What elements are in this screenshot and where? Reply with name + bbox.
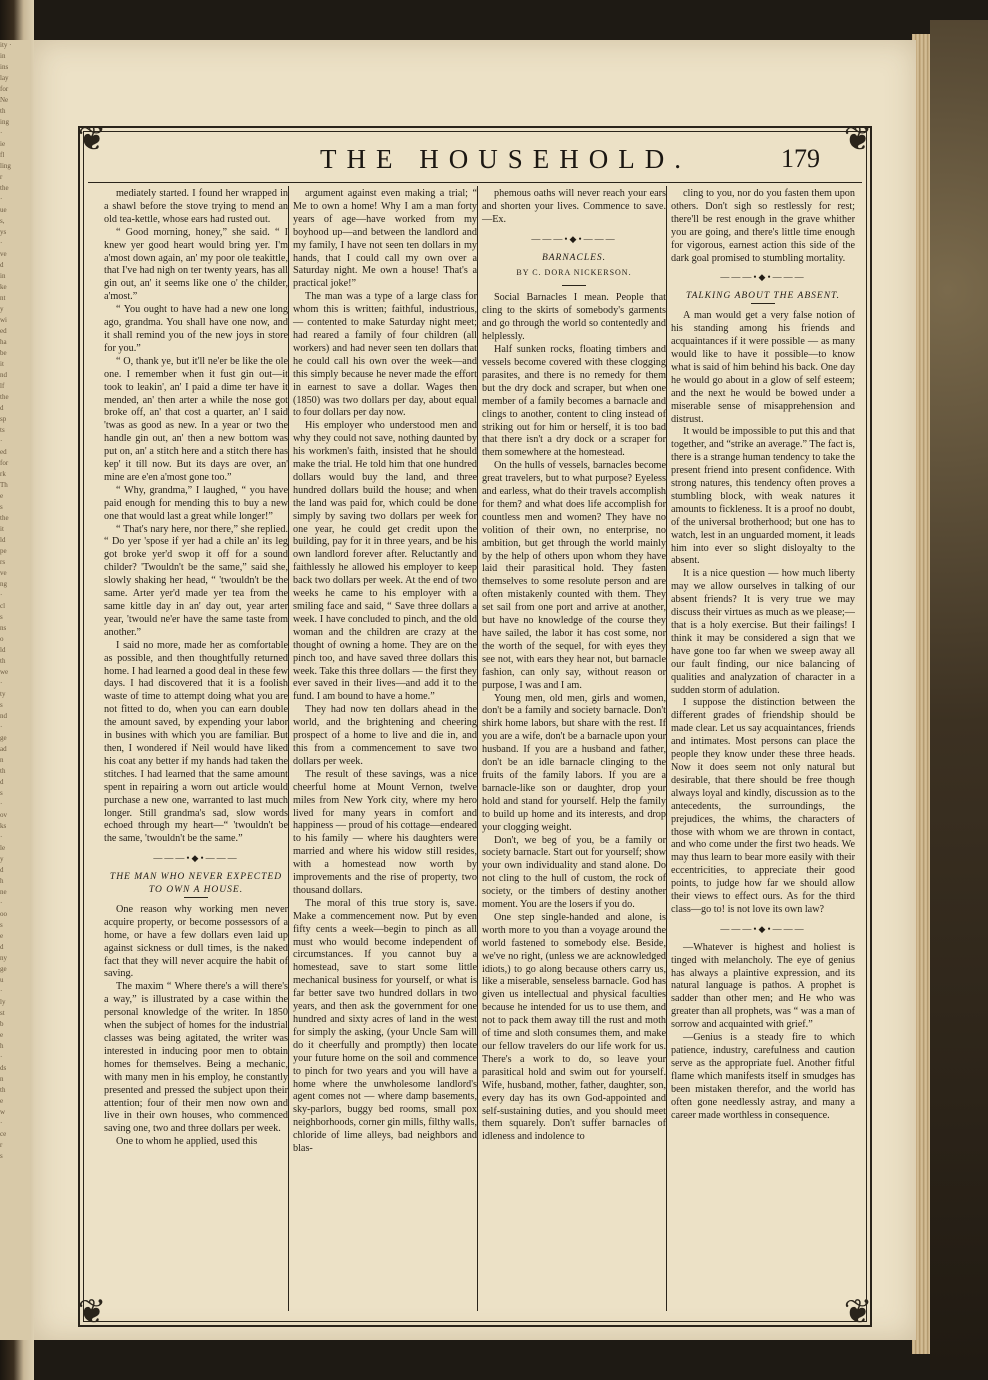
facing-page-fragment: ling — [0, 162, 11, 170]
facing-page-fragment: it — [0, 360, 4, 368]
facing-page-fragment: ts — [0, 426, 5, 434]
facing-page-fragment: · — [0, 679, 3, 687]
facing-page-fragment: ng — [0, 580, 7, 588]
facing-page-fragment: d — [0, 778, 4, 786]
facing-page-edge — [0, 40, 30, 1340]
facing-page-fragment: s — [0, 789, 3, 797]
facing-page-fragment: · — [0, 800, 3, 808]
facing-page-fragment: ing — [0, 118, 9, 126]
paragraph: It would be impossible to put this and that together, and “strike an average.” The fact is, there is a strange human tendency to take the present friend into present confidence. With strong natures, this tendency often proves a stumbling block, with weak natures it amounts to fickleness. It is a proof no doubt, of the universal brotherhood; but one has to watch, lest in an unguarded moment, it leads him into ever so slight disloyalty to the absent. — [671, 426, 855, 567]
facing-page-fragment: nd — [0, 371, 7, 379]
facing-page-fragment: r — [0, 1141, 3, 1149]
paragraph: They had now ten dollars ahead in the world, and the brightening and cheering prospect of a home to live and die in, and this from a commencement to save two dollars per week. — [293, 704, 477, 767]
paragraph: I suppose the distinction between the different grades of friendship should be made clear. Let us say acquaintances, friends and intimates. Most persons can place the people they know under these three heads. Now it does seem not only natural but desirable, that there should be free though always loyal and kindly, discussion as to the antecedents, the surroundings, the prejudices, the whims, the characters of those with whom we are thrown in contact, and who come under the first two heads. We may thus learn to bear more easily with their eccentricities, to appreciate their good points, to judge how far we should allow their views to effect ours. As for the third class—go to! is not love its own law? — [671, 697, 855, 915]
facing-page-fragment: ed — [0, 448, 7, 456]
facing-page-fragment: rk — [0, 470, 6, 478]
facing-page-fragment: st — [0, 1009, 5, 1017]
paragraph: argument against even making a trial; “ Me to own a home! Why I am a man forty years of age—have worked from my boyhood up—and between the landlord and my family, I have not seen ten dollars in my hands, that I could call my own over a Saturday night. Me own a house! That's a practical joke!” — [293, 188, 477, 290]
paragraph: “ Good morning, honey,” she said. “ I knew yer good heart would bring yer. I'm a'most down again, an' my poor ole teakittle, that I've had nigh on ter twenty years, has all gin out, an' it seems like one o' the childer, a'most.” — [104, 226, 288, 303]
facing-page-fragment: for — [0, 85, 9, 93]
facing-page-fragment: rs — [0, 558, 6, 566]
facing-page-fragment: b — [0, 1020, 4, 1028]
facing-page-fragment: Th — [0, 481, 8, 489]
facing-page-fragment: the — [0, 184, 9, 192]
facing-page-fragment: wi — [0, 316, 7, 324]
paragraph: The moral of this true story is, save. Make a commencement now. Put by even fifty cents a week—begin to pinch as all must who would become independent of circumstances. If you cannot buy a homestead, save to start some little mechanical business for yourself, or what is far better save two hundred dollars in two years, and then ask the government for one hundred and sixty acres of land in the west for simply the asking, (your Uncle Sam will do it cheerfully and promptly) then locate your future home on the soil and commence to pinch for two years and you will have a home where the unwholesome landlord's agent comes not — where damp basements, sky-parlors, buggy bed rooms, small pox neighborhoods, corner gin mills, filthy walls, chloride of lime alleys, bad neighbors and blas- — [293, 897, 477, 1155]
facing-page-fragment: h — [0, 1042, 4, 1050]
paragraph: —Genius is a steady fire to which patience, industry, carefulness and caution serve as the appropriate fuel. Another fitful flame which manifests itself in smudges has been mistaken therefor, and the world has often gone needlessly astray, and many a career made worthless in consequence. — [671, 1032, 855, 1121]
facing-page-fragment: nd — [0, 712, 7, 720]
facing-page-fragment: ld — [0, 646, 6, 654]
facing-page-fragment: ve — [0, 250, 7, 258]
paragraph: —Whatever is highest and holiest is tinged with melancholy. The eye of genius has always a plaintive expression, and its natural language is pathos. A prophet is sadder than other men; and He who was greater than all prophets, was “ was a man of sorrow and acquainted with grief.” — [671, 941, 855, 1031]
facing-page-fragment: le — [0, 844, 6, 852]
facing-page-fragment: · — [0, 239, 3, 247]
facing-page-fragment: in — [0, 52, 6, 60]
paragraph: phemous oaths will never reach your ears and shorten your lives. Commence to save.—Ex. — [482, 188, 666, 225]
facing-page-fragment: e — [0, 1097, 4, 1105]
facing-page-fragment: s — [0, 613, 3, 621]
facing-page-fragment: ns — [0, 624, 7, 632]
facing-page-fragment: oo — [0, 910, 7, 918]
facing-page-fragment: · — [0, 195, 3, 203]
facing-page-fragment: ds — [0, 1064, 7, 1072]
paragraph: It is a nice question — how much liberty may we allow ourselves in talking of our absent friends? It is very true we may discuss their virtues as much as we please;—that is a holy exercise. But their failings! I think it may be considered a sign that we have gone too far when we sweep away all our fault finding, our nice balancing of qualities and analyzation of character in a sudden storm of adulation. — [671, 568, 855, 696]
facing-page-fragment: ld — [0, 536, 6, 544]
facing-page-fragment: ins — [0, 63, 9, 71]
paragraph: Young men, old men, girls and women, don't be a family and society barnacle. Don't shirk home labors, but share with the rest. If you are a wife, don't be a barnacle upon your husband. If you are a husband and father, don't be an idle barnacle clinging to the fruits of the family labors. If you are a barnacle-like son or daughter, drop your hold and stand for yourself. Help the family to build up home and its interests, and drop your clogging weight. — [482, 692, 666, 833]
facing-page-fragment: ge — [0, 734, 7, 742]
corner-ornament-icon: ❦ — [843, 121, 873, 158]
newspaper-page — [34, 40, 916, 1340]
facing-page-fragment: w — [0, 1108, 6, 1116]
facing-page-fragment: sp — [0, 415, 7, 423]
column-divider — [666, 186, 667, 1311]
paragraph: I said no more, made her as comfortable as possible, and then thoughtfully returned home. I had learned a good deal in these few days. I had discovered that it is a foolish waste of time to attempt doing what you are not fitted to do, when you can earn double the amount saved, by expending your labor in busines with which you are familiar. But then, I wondered if Neil would have liked his coat any better if my hands had taken the stitches. I had learned that the same amount spent in repairing a worn out article would purchase a new one, warranted to last much longer. Still grandma's sad, slow words echoed through my heart—“ 'twouldn't be the same, 'twouldn't be the same.” — [104, 639, 288, 845]
book-cover — [930, 20, 988, 1370]
facing-page-fragment: d — [0, 866, 4, 874]
facing-page-fragment: in — [0, 272, 6, 280]
facing-page-fragment: d — [0, 943, 4, 951]
section-ornament: ———•◆•——— — [720, 272, 806, 283]
facing-page-fragment: · — [0, 1053, 3, 1061]
facing-page-fragment: · — [0, 899, 3, 907]
facing-page-fragment: · — [0, 833, 3, 841]
paragraph: A man would get a very false notion of his standing among his friends and acquaintances if it were possible — as many would like to have it possible—to know what is said of him behind his back. One day he would go about in a glow of self esteem; and the next he would be bowed under a miserable sense of misapprehension and distrust. — [671, 310, 855, 425]
masthead — [120, 144, 820, 180]
facing-page-fragment: ty — [0, 690, 6, 698]
paragraph: One step single-handed and alone, is worth more to you than a voyage around the world fastened to somebody else. Beside, we've no right, (unless we are acknowledged idiots,) to go along because others carry us, like a miserable, senseless barnacle. God has given us intellectual and physical faculties because he intended for us to use them, and not to pack them away till the rust and moth of time and sloth consumes them, and make our fellow travelers do our life work for us. There's a work to do, so leave your parasitical hold and swim out for yourself. Wife, husband, mother, father, daughter, son, every day has its own God-appointed and self-sustaining duties, and you should meet them squarely. Don't suffer barnacles of idleness and indolence to — [482, 911, 666, 1143]
paragraph: “ Why, grandma,” I laughed, “ you have paid enough for mending this to buy a new one that would last a great while longer!” — [104, 484, 288, 522]
facing-page-fragment: fl — [0, 151, 5, 159]
facing-page-fragment: · — [0, 987, 3, 995]
facing-page-fragment: ve — [0, 569, 7, 577]
paragraph: One to whom he applied, used this — [116, 1136, 258, 1148]
column-4 — [671, 188, 855, 1308]
paragraph: Don't, we beg of you, be a family or society barnacle. Start out for yourself; show your own individuality and stand alone. Do not cling to the hull of custom, the rock of society, or the timbers of destiny another moment. You are the losers if you do. — [482, 834, 666, 911]
facing-page-fragment: · — [0, 129, 3, 137]
facing-page-fragment: s — [0, 1152, 3, 1160]
facing-page-fragment: r — [0, 173, 3, 181]
facing-page-fragment: the — [0, 393, 9, 401]
paragraph: Half sunken rocks, floating timbers and vessels become covered with these clogging parasites, and there is no remedy for them but the dry dock and scraper, but when one member of a family becomes a barnacle and clings to another, content to cling instead of striking out for him or herself, it is too bad that there isn't a dry dock or a scraper for them somewhere at the homestead. — [482, 344, 666, 459]
section-ornament: ———•◆•——— — [153, 853, 239, 864]
column-divider — [288, 186, 289, 1311]
section-ornament: ———•◆•——— — [720, 923, 806, 934]
facing-page-fragment: s, — [0, 217, 5, 225]
facing-page-fragment: ad — [0, 745, 7, 753]
facing-page-fragment: ge — [0, 965, 7, 973]
column-2 — [293, 188, 477, 1308]
facing-page-fragment: s — [0, 701, 3, 709]
facing-page-fragment: lay — [0, 74, 9, 82]
facing-page-fragment: ny — [0, 954, 7, 962]
facing-page-fragment: it — [0, 525, 4, 533]
facing-page-fragment: · — [0, 723, 3, 731]
facing-page-fragment: y — [0, 855, 4, 863]
facing-page-fragment: h — [0, 877, 4, 885]
facing-page-fragment: ne — [0, 888, 7, 896]
facing-page-fragment: ha — [0, 338, 7, 346]
corner-ornament-icon: ❦ — [77, 121, 107, 158]
facing-page-fragment: e — [0, 932, 4, 940]
facing-page-fragment: ys — [0, 228, 7, 236]
facing-page-fragment: th — [0, 107, 6, 115]
column-1 — [104, 188, 288, 1308]
facing-page-fragment: ov — [0, 811, 7, 819]
facing-page-fragment: ity · — [0, 41, 12, 49]
column-divider — [477, 186, 478, 1311]
facing-page-fragment: d — [0, 404, 4, 412]
facing-page-fragment: ks — [0, 822, 7, 830]
paragraph: “ That's nary here, nor there,” she replied. “ Do yer 'spose if yer had a chile an' its leg got broke yer'd swop it off for a sound childer? 'Twouldn't be the same,” said she, slowly shaking her head, “ 'twouldn't be the same. Arter yer'd made yer tea from the same kittle day in an' day out, year arter year, 'twould ne'er have the same taste from another.” — [104, 523, 288, 638]
facing-page-fragment: we — [0, 668, 9, 676]
facing-page-fragment: the — [0, 514, 9, 522]
corner-ornament-icon: ❦ — [77, 1294, 107, 1331]
facing-page-fragment: lf — [0, 382, 5, 390]
facing-page-fragment: n — [0, 756, 4, 764]
paragraph: mediately started. I found her wrapped in a shawl before the stove trying to mend an old tea-kettle, whose ears had rusted out. — [104, 188, 288, 225]
facing-page-fragment: for — [0, 459, 9, 467]
facing-page-fragment: e — [0, 1031, 4, 1039]
page-title: THE HOUSEHOLD. — [320, 144, 691, 174]
facing-page-fragment: d — [0, 261, 4, 269]
facing-page-fragment: Ne — [0, 96, 9, 104]
facing-page-fragment: th — [0, 657, 6, 665]
paragraph: Social Barnacles I mean. People that cling to the skirts of somebody's garments and go through the world so contentedly and helplessly. — [482, 292, 666, 343]
paragraph: The man was a type of a large class for whom this is written; faithful, industrious, — contented to make Saturday night meet; had reared a family of four children (all workers) and had never seen ten dollars that he could call his own over the week—and this simply because he never made the effort in earnest to save a dollar. Wages then (1850) was two dollars per day, about equal to four dollars per day now. — [293, 291, 477, 419]
facing-page-fragment: ly — [0, 998, 6, 1006]
page-border-frame — [77, 121, 873, 1331]
facing-page-fragment: u — [0, 976, 4, 984]
column-3 — [482, 188, 666, 1308]
facing-page-fragment: · — [0, 591, 3, 599]
facing-page-fragment: th — [0, 767, 6, 775]
paragraph: The maxim “ Where there's a will there's a way,” is illustrated by a case within the personal knowledge of the writer. In 1850 when the subject of homes for the industrial classes was being agitated, the writer was interested in inducing poor men to obtain homes for themselves. Being a mechanic, with many men in his employ, he constantly presented and pressed the subject upon their attention; four of their men now own and live in their own houses, who commenced saving one, two and three dollars per week. — [104, 981, 288, 1135]
article-heading: TALKING ABOUT THE ABSENT. — [686, 291, 840, 302]
paragraph: “ You ought to have had a new one long ago, grandma. You shall have one now, and it shall remind you of the new joys in store for you.” — [104, 304, 288, 354]
paragraph: One reason why working men never acquire property, or become possessors of a home, or have a few dollars even laid up against sickness or dull times, is the naked fact that they will never acquire the habit of saving. — [104, 903, 288, 980]
section-ornament: ———•◆•——— — [531, 233, 617, 244]
paragraph: “ O, thank ye, but it'll ne'er be like the ole one. I remember when it fust gin out—it took to leakin', an' I paid a dime ter have it mended, an' then arter a while the nose got broke off, an' that cost a quarter, an' I said 'twas as good as new. In a year or two the handle gin out, an' then a new bottom was put on, an' a stitch here and a stitch there has kep' it till now. But its days are over, an' mine are e'en a'most gone too.” — [104, 355, 288, 483]
facing-page-fragment: nt — [0, 294, 6, 302]
byline: BY C. DORA NICKERSON. — [516, 267, 632, 277]
facing-page-fragment: ue — [0, 206, 7, 214]
paragraph: His employer who understood men and why they could not save, nothing daunted by his workmen's faith, insisted that he should make the trial. He told him that one hundred dollars would buy the land, and three hundred dollars build the house; and when the land was paid for, which could be done simply by saving two dollars per week for one year, he could get credit upon the building, pay for it in three years, and be his own landlord forever after. Reluctantly and faithlessly he allowed his employer to keep back two dollars per week. At the end of two weeks he came to his employer with a smiling face and said, “ Save three dollars a week. I have concluded to pinch, and the old woman and the children are crazy at the thought of owning a home. They are on the pinch too, and have saved three dollars this week. Take this three dollars — the first they ever saved in their lives—and add it to the fund. I am bound to have a home.” — [293, 420, 477, 703]
corner-ornament-icon: ❦ — [843, 1294, 873, 1331]
facing-page-fragment: e — [0, 492, 4, 500]
facing-page-fragment: be — [0, 349, 7, 357]
facing-page-fragment: n — [0, 1075, 4, 1083]
article-heading: THE MAN WHO NEVER EXPECTED TO OWN A HOUSE. — [109, 872, 283, 896]
facing-page-fragment: cl — [0, 602, 6, 610]
paragraph: The result of these savings, was a nice cheerful home at Mount Vernon, twelve miles from New York city, where my hero lived for many years in comfort and happiness — proud of his cottage—endeared to his family — where his daughters were married and where his widow still resides, with a homestead now worth by improvements and the rise of property, two thousand dollars. — [293, 768, 477, 896]
paragraph: cling to you, nor do you fasten them upon others. Don't sigh so restlessly for rest; there'll be rest enough in the grave whither you are going, and there's little time enough for vigorous, earnest action this side of the dark goal promised to stumbling mortality. — [671, 188, 855, 264]
facing-page-fragment: ed — [0, 327, 7, 335]
facing-page-fragment: th — [0, 1086, 6, 1094]
facing-page-fragment: ie — [0, 140, 6, 148]
facing-page-fragment: · — [0, 1119, 3, 1127]
facing-page-fragment: pe — [0, 547, 7, 555]
facing-page-fragment: s — [0, 503, 3, 511]
paragraph: On the hulls of vessels, barnacles become great travelers, but to what purpose? Eyeless and earless, what do their travels accomplish for them? and what does life accomplish for countless men and women? They have no volition of their own, no enterprise, no ambition, but get through the world mainly by the help of others upon whom they have laid their parasitical hold. They fasten themselves to some resolute person and are often mistakenly counted with them. They set sail from one port and arrive at another, but have no knowledge of the course they have sailed, the labor it has cost some, nor the worth of the sequel, for with eyes they see not, with ears they hear not, but barnacle fashion, can only say, without reason or purpose, I was and I am. — [482, 460, 666, 691]
facing-page-fragment: ke — [0, 283, 7, 291]
facing-page-fragment: · — [0, 437, 3, 445]
header-rule — [88, 182, 862, 183]
facing-page-fragment: ce — [0, 1130, 7, 1138]
facing-page-fragment: o — [0, 635, 4, 643]
facing-page-fragment: y — [0, 305, 4, 313]
article-heading: BARNACLES. — [541, 252, 607, 263]
facing-page-fragment: s — [0, 921, 3, 929]
page-number: 179 — [781, 144, 820, 173]
